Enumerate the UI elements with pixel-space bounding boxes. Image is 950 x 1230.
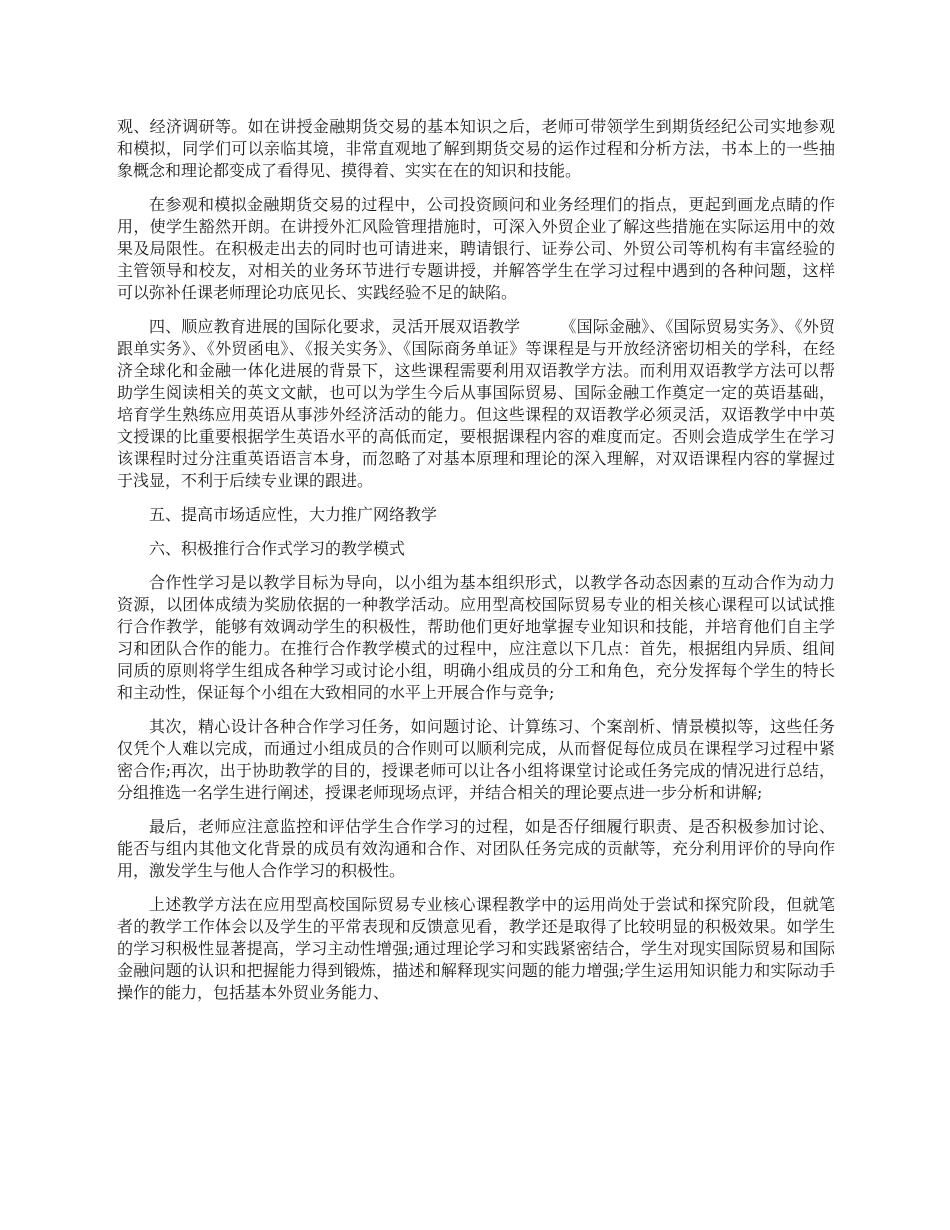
section-heading-6: 六、积极推行合作式学习的教学模式 — [149, 539, 406, 558]
paragraph-9: 上述教学方法在应用型高校国际贸易专业核心课程教学中的运用尚处于尝试和探究阶段，但就笔者的教学工作体会以及学生的平常表现和反馈意见看，教学还是取得了比较明显的积极效果。如学生的学习积极性显著提高，学习主动性增强;通过理论学习和实践紧密结合，学生对现实国际贸易和国际金融问题的认识和把握能力得到锻炼，描述和解释现实问题的能力增强;学生运用知识能力和实际动手操作的能力，包括基本外贸业务能力、 — [117, 895, 835, 1002]
paragraph-3-heading: 四、顺应教育进展的国际化要求，灵活开展双语教学 — [149, 317, 521, 336]
paragraph-8: 最后，老师应注意监控和评估学生合作学习的过程，如是否仔细履行职责、是否积极参加讨论、能否与组内其他文化背景的成员有效沟通和合作、对团队任务完成的贡献等，充分利用评价的导向作用，激发学生与他人合作学习的积极性。 — [117, 817, 835, 880]
paragraph-1: 观、经济调研等。如在讲授金融期货交易的基本知识之后，老师可带领学生到期货经纪公司实地参观和模拟，同学们可以亲临其境，非常直观地了解到期货交易的运作过程和分析方法，书本上的一些抽象概念和理论都变成了看得见、摸得着、实实在在的知识和技能。 — [117, 117, 835, 180]
section-heading-5: 五、提高市场适应性，大力推广网络教学 — [149, 505, 438, 524]
paragraph-3 — [117, 316, 835, 492]
paragraph-2: 在参观和模拟金融期货交易的过程中，公司投资顾问和业务经理们的指点，更起到画龙点睛的作用，使学生豁然开朗。在讲授外汇风险管理措施时，可深入外贸企业了解这些措施在实际运用中的效果及局限性。在积极走出去的同时也可请进来，聘请银行、证券公司、外贸公司等机构有丰富经验的主管领导和校友，对相关的业务环节进行专题讲授，并解答学生在学习过程中遇到的各种问题，这样可以弥补任课老师理论功底见长、实践经验不足的缺陷。 — [117, 195, 835, 302]
paragraph-6: 合作性学习是以教学目标为导向，以小组为基本组织形式，以教学各动态因素的互动合作为动力资源，以团体成绩为奖励依据的一种教学活动。应用型高校国际贸易专业的相关核心课程可以试试推行合作教学，能够有效调动学生的积极性，帮助他们更好地掌握专业知识和技能，并培育他们自主学习和团队合作的能力。在推行合作教学模式的过程中，应注意以下几点：首先，根据组内异质、组间同质的原则将学生组成各种学习或讨论小组，明确小组成员的分工和角色，充分发挥每个学生的特长和主动性，保证每个小组在大致相同的水平上开展合作与竞争; — [117, 573, 835, 702]
document-body — [117, 116, 835, 1016]
paragraph-3-body: 《国际金融》、《国际贸易实务》、《外贸跟单实务》、《外贸函电》、《报关实务》、《国际商务单证》等课程是与开放经济密切相关的学科，在经济全球化和金融一体化进展的背景下，这些课程需要利用双语教学方法。而利用双语教学方法可以帮助学生阅读相关的英文文献，也可以为学生今后从事国际贸易、国际金融工作奠定一定的英语基础，培育学生熟练应用英语从事涉外经济活动的能力。但这些课程的双语教学必须灵活，双语教学中中英文授课的比重要根据学生英语水平的高低而定，要根据课程内容的难度而定。否则会造成学生在学习该课程时过分注重英语语言本身，而忽略了对基本原理和理论的深入理解，对双语课程内容的掌握过于浅显，不利于后续专业课的跟进。 — [117, 317, 835, 490]
paragraph-7: 其次，精心设计各种合作学习任务，如问题讨论、计算练习、个案剖析、情景模拟等，这些任务仅凭个人难以完成，而通过小组成员的合作则可以顺利完成，从而督促每位成员在课程学习过程中紧密合作;再次，出于协助教学的目的，授课老师可以让各小组将课堂讨论或任务完成的情况进行总结，分组推选一名学生进行阐述，授课老师现场点评，并结合相关的理论要点进一步分析和讲解; — [117, 717, 835, 802]
